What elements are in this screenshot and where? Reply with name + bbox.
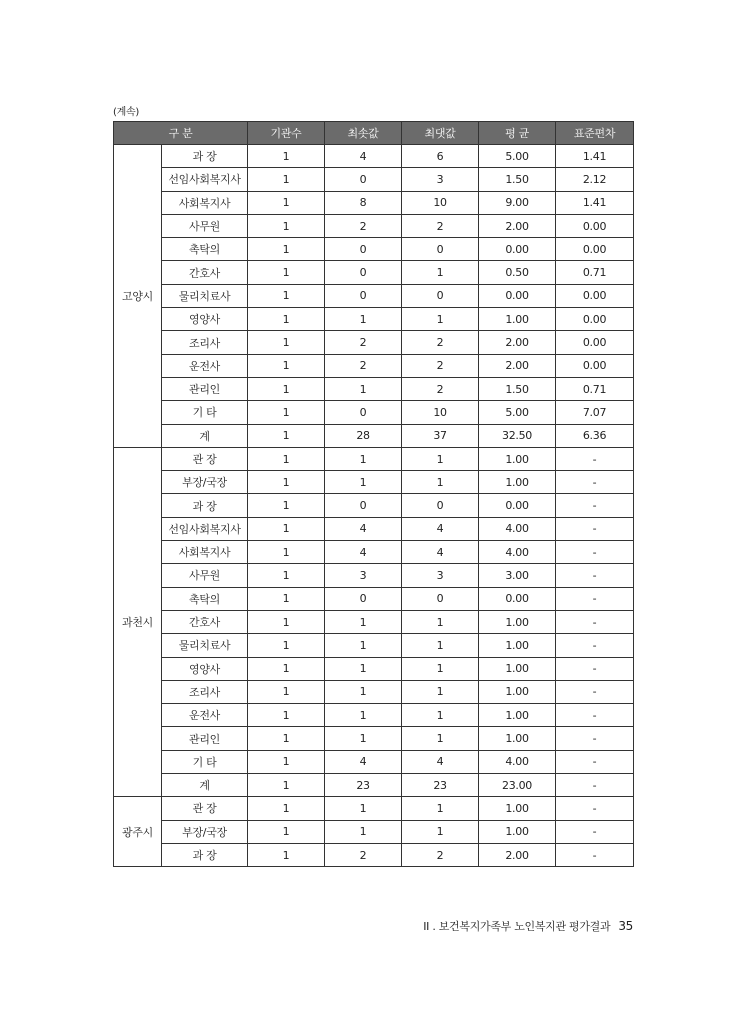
count-cell: 1 xyxy=(248,331,325,354)
max-cell: 1 xyxy=(402,308,479,331)
position-cell: 영양사 xyxy=(162,308,248,331)
min-cell: 0 xyxy=(325,401,402,424)
max-cell: 1 xyxy=(402,610,479,633)
min-cell: 1 xyxy=(325,377,402,400)
stddev-cell: - xyxy=(556,610,634,633)
table-row xyxy=(114,564,634,587)
position-cell: 간호사 xyxy=(162,610,248,633)
table-row xyxy=(114,284,634,307)
position-cell: 사무원 xyxy=(162,214,248,237)
stddev-cell: 0.71 xyxy=(556,261,634,284)
stddev-cell: 0.71 xyxy=(556,377,634,400)
mean-cell: 0.00 xyxy=(479,284,556,307)
position-cell: 기 타 xyxy=(162,401,248,424)
position-cell: 부장/국장 xyxy=(162,820,248,843)
region-cell: 과천시 xyxy=(114,447,162,796)
max-cell: 1 xyxy=(402,634,479,657)
position-cell: 관리인 xyxy=(162,377,248,400)
position-cell: 부장/국장 xyxy=(162,471,248,494)
table-row xyxy=(114,214,634,237)
table-row xyxy=(114,634,634,657)
max-cell: 0 xyxy=(402,238,479,261)
min-cell: 0 xyxy=(325,168,402,191)
stddev-cell: - xyxy=(556,843,634,866)
table-row xyxy=(114,308,634,331)
mean-cell: 1.00 xyxy=(479,657,556,680)
min-cell: 4 xyxy=(325,517,402,540)
min-cell: 2 xyxy=(325,354,402,377)
count-cell: 1 xyxy=(248,145,325,168)
position-cell: 관 장 xyxy=(162,447,248,470)
region-cell: 광주시 xyxy=(114,797,162,867)
mean-cell: 1.00 xyxy=(479,308,556,331)
region-cell: 고양시 xyxy=(114,145,162,448)
header-category: 구 분 xyxy=(114,122,248,145)
table-row xyxy=(114,261,634,284)
position-cell: 간호사 xyxy=(162,261,248,284)
mean-cell: 1.50 xyxy=(479,168,556,191)
mean-cell: 0.00 xyxy=(479,587,556,610)
position-cell: 과 장 xyxy=(162,145,248,168)
count-cell: 1 xyxy=(248,610,325,633)
min-cell: 1 xyxy=(325,447,402,470)
count-cell: 1 xyxy=(248,214,325,237)
count-cell: 1 xyxy=(248,564,325,587)
header-max: 최댓값 xyxy=(402,122,479,145)
position-cell: 선임사회복지사 xyxy=(162,517,248,540)
max-cell: 3 xyxy=(402,168,479,191)
table-row xyxy=(114,424,634,447)
stddev-cell: - xyxy=(556,564,634,587)
position-cell: 과 장 xyxy=(162,843,248,866)
table-row xyxy=(114,517,634,540)
min-cell: 2 xyxy=(325,331,402,354)
position-cell: 물리치료사 xyxy=(162,634,248,657)
count-cell: 1 xyxy=(248,308,325,331)
table-row xyxy=(114,168,634,191)
max-cell: 1 xyxy=(402,657,479,680)
position-cell: 운전사 xyxy=(162,704,248,727)
stddev-cell: - xyxy=(556,634,634,657)
max-cell: 1 xyxy=(402,261,479,284)
min-cell: 1 xyxy=(325,308,402,331)
mean-cell: 1.00 xyxy=(479,820,556,843)
position-cell: 계 xyxy=(162,774,248,797)
max-cell: 2 xyxy=(402,377,479,400)
stddev-cell: 0.00 xyxy=(556,214,634,237)
position-cell: 조리사 xyxy=(162,331,248,354)
table-row xyxy=(114,354,634,377)
count-cell: 1 xyxy=(248,471,325,494)
stddev-cell: - xyxy=(556,797,634,820)
count-cell: 1 xyxy=(248,820,325,843)
table-row xyxy=(114,843,634,866)
mean-cell: 4.00 xyxy=(479,750,556,773)
min-cell: 1 xyxy=(325,471,402,494)
min-cell: 8 xyxy=(325,191,402,214)
position-cell: 촉탁의 xyxy=(162,587,248,610)
min-cell: 1 xyxy=(325,797,402,820)
min-cell: 28 xyxy=(325,424,402,447)
max-cell: 1 xyxy=(402,471,479,494)
page-number: 35 xyxy=(618,919,633,933)
max-cell: 4 xyxy=(402,517,479,540)
mean-cell: 2.00 xyxy=(479,331,556,354)
mean-cell: 1.00 xyxy=(479,610,556,633)
table-row xyxy=(114,494,634,517)
mean-cell: 2.00 xyxy=(479,354,556,377)
stddev-cell: - xyxy=(556,657,634,680)
table-row xyxy=(114,587,634,610)
mean-cell: 2.00 xyxy=(479,843,556,866)
position-cell: 관리인 xyxy=(162,727,248,750)
count-cell: 1 xyxy=(248,261,325,284)
max-cell: 0 xyxy=(402,284,479,307)
mean-cell: 1.00 xyxy=(479,704,556,727)
max-cell: 0 xyxy=(402,494,479,517)
count-cell: 1 xyxy=(248,354,325,377)
max-cell: 10 xyxy=(402,401,479,424)
mean-cell: 4.00 xyxy=(479,541,556,564)
table-row xyxy=(114,680,634,703)
header-stddev: 표준편차 xyxy=(556,122,634,145)
stddev-cell: - xyxy=(556,704,634,727)
position-cell: 기 타 xyxy=(162,750,248,773)
mean-cell: 3.00 xyxy=(479,564,556,587)
stddev-cell: 6.36 xyxy=(556,424,634,447)
max-cell: 1 xyxy=(402,797,479,820)
count-cell: 1 xyxy=(248,750,325,773)
min-cell: 0 xyxy=(325,587,402,610)
min-cell: 1 xyxy=(325,680,402,703)
max-cell: 4 xyxy=(402,750,479,773)
stddev-cell: - xyxy=(556,727,634,750)
stddev-cell: 2.12 xyxy=(556,168,634,191)
mean-cell: 32.50 xyxy=(479,424,556,447)
position-cell: 영양사 xyxy=(162,657,248,680)
position-cell: 촉탁의 xyxy=(162,238,248,261)
max-cell: 2 xyxy=(402,843,479,866)
mean-cell: 1.00 xyxy=(479,680,556,703)
count-cell: 1 xyxy=(248,634,325,657)
mean-cell: 1.00 xyxy=(479,471,556,494)
table-row xyxy=(114,750,634,773)
count-cell: 1 xyxy=(248,727,325,750)
max-cell: 2 xyxy=(402,354,479,377)
max-cell: 37 xyxy=(402,424,479,447)
position-cell: 사회복지사 xyxy=(162,191,248,214)
count-cell: 1 xyxy=(248,657,325,680)
mean-cell: 9.00 xyxy=(479,191,556,214)
max-cell: 2 xyxy=(402,331,479,354)
table-row xyxy=(114,610,634,633)
count-cell: 1 xyxy=(248,238,325,261)
max-cell: 2 xyxy=(402,214,479,237)
table-row xyxy=(114,331,634,354)
table-row xyxy=(114,727,634,750)
table-body xyxy=(114,145,634,867)
stddev-cell: 0.00 xyxy=(556,354,634,377)
header-min: 최솟값 xyxy=(325,122,402,145)
header-mean: 평 균 xyxy=(479,122,556,145)
max-cell: 1 xyxy=(402,727,479,750)
count-cell: 1 xyxy=(248,401,325,424)
table-header-row xyxy=(114,122,634,145)
count-cell: 1 xyxy=(248,680,325,703)
count-cell: 1 xyxy=(248,191,325,214)
count-cell: 1 xyxy=(248,168,325,191)
mean-cell: 5.00 xyxy=(479,401,556,424)
min-cell: 4 xyxy=(325,145,402,168)
stddev-cell: - xyxy=(556,447,634,470)
stddev-cell: - xyxy=(556,680,634,703)
mean-cell: 23.00 xyxy=(479,774,556,797)
stddev-cell: 1.41 xyxy=(556,191,634,214)
max-cell: 0 xyxy=(402,587,479,610)
max-cell: 4 xyxy=(402,541,479,564)
min-cell: 3 xyxy=(325,564,402,587)
stddev-cell: - xyxy=(556,517,634,540)
position-cell: 조리사 xyxy=(162,680,248,703)
count-cell: 1 xyxy=(248,587,325,610)
table-row xyxy=(114,820,634,843)
count-cell: 1 xyxy=(248,494,325,517)
count-cell: 1 xyxy=(248,797,325,820)
count-cell: 1 xyxy=(248,843,325,866)
min-cell: 1 xyxy=(325,657,402,680)
stddev-cell: 0.00 xyxy=(556,284,634,307)
max-cell: 1 xyxy=(402,680,479,703)
mean-cell: 0.00 xyxy=(479,238,556,261)
min-cell: 2 xyxy=(325,214,402,237)
table-row xyxy=(114,377,634,400)
position-cell: 사회복지사 xyxy=(162,541,248,564)
position-cell: 계 xyxy=(162,424,248,447)
mean-cell: 1.00 xyxy=(479,727,556,750)
count-cell: 1 xyxy=(248,541,325,564)
stddev-cell: 1.41 xyxy=(556,145,634,168)
count-cell: 1 xyxy=(248,774,325,797)
stddev-cell: - xyxy=(556,750,634,773)
position-cell: 물리치료사 xyxy=(162,284,248,307)
table-row xyxy=(114,145,634,168)
stddev-cell: - xyxy=(556,494,634,517)
min-cell: 1 xyxy=(325,610,402,633)
min-cell: 4 xyxy=(325,750,402,773)
table-row xyxy=(114,238,634,261)
table-row xyxy=(114,191,634,214)
count-cell: 1 xyxy=(248,424,325,447)
min-cell: 4 xyxy=(325,541,402,564)
max-cell: 1 xyxy=(402,704,479,727)
stddev-cell: 0.00 xyxy=(556,308,634,331)
min-cell: 0 xyxy=(325,494,402,517)
count-cell: 1 xyxy=(248,284,325,307)
count-cell: 1 xyxy=(248,704,325,727)
stddev-cell: 7.07 xyxy=(556,401,634,424)
stddev-cell: - xyxy=(556,541,634,564)
min-cell: 0 xyxy=(325,261,402,284)
mean-cell: 4.00 xyxy=(479,517,556,540)
position-cell: 운전사 xyxy=(162,354,248,377)
continued-note: (계속) xyxy=(113,107,139,118)
position-cell: 사무원 xyxy=(162,564,248,587)
min-cell: 1 xyxy=(325,634,402,657)
table-row xyxy=(114,541,634,564)
position-cell: 선임사회복지사 xyxy=(162,168,248,191)
max-cell: 23 xyxy=(402,774,479,797)
max-cell: 3 xyxy=(402,564,479,587)
position-cell: 과 장 xyxy=(162,494,248,517)
stddev-cell: 0.00 xyxy=(556,331,634,354)
max-cell: 1 xyxy=(402,447,479,470)
table-row xyxy=(114,797,634,820)
position-cell: 관 장 xyxy=(162,797,248,820)
table-row xyxy=(114,657,634,680)
max-cell: 1 xyxy=(402,820,479,843)
min-cell: 2 xyxy=(325,843,402,866)
table-row xyxy=(114,401,634,424)
min-cell: 0 xyxy=(325,238,402,261)
mean-cell: 0.50 xyxy=(479,261,556,284)
stddev-cell: - xyxy=(556,820,634,843)
mean-cell: 2.00 xyxy=(479,214,556,237)
stddev-cell: - xyxy=(556,774,634,797)
min-cell: 1 xyxy=(325,727,402,750)
stddev-cell: 0.00 xyxy=(556,238,634,261)
mean-cell: 1.00 xyxy=(479,634,556,657)
mean-cell: 5.00 xyxy=(479,145,556,168)
min-cell: 1 xyxy=(325,820,402,843)
table-row xyxy=(114,471,634,494)
mean-cell: 1.00 xyxy=(479,447,556,470)
count-cell: 1 xyxy=(248,517,325,540)
header-count: 기관수 xyxy=(248,122,325,145)
table-row xyxy=(114,704,634,727)
count-cell: 1 xyxy=(248,447,325,470)
min-cell: 1 xyxy=(325,704,402,727)
min-cell: 0 xyxy=(325,284,402,307)
table-row xyxy=(114,447,634,470)
staff-statistics-table xyxy=(113,121,634,867)
page-footer xyxy=(0,918,633,934)
mean-cell: 1.00 xyxy=(479,797,556,820)
max-cell: 6 xyxy=(402,145,479,168)
footer-title: II . 보건복지가족부 노인복지관 평가결과 xyxy=(423,920,611,933)
stddev-cell: - xyxy=(556,471,634,494)
max-cell: 10 xyxy=(402,191,479,214)
table-row xyxy=(114,774,634,797)
count-cell: 1 xyxy=(248,377,325,400)
mean-cell: 0.00 xyxy=(479,494,556,517)
stddev-cell: - xyxy=(556,587,634,610)
min-cell: 23 xyxy=(325,774,402,797)
mean-cell: 1.50 xyxy=(479,377,556,400)
